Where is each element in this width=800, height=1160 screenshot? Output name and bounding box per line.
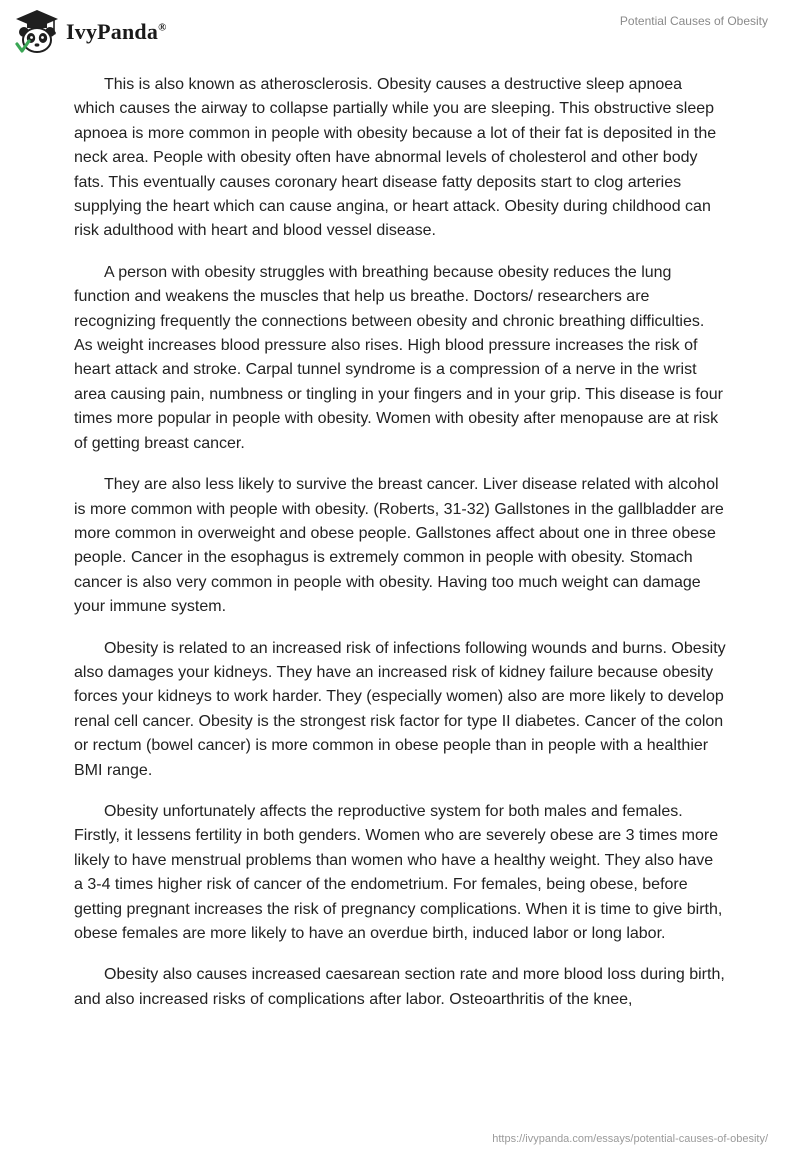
paragraph: Obesity is related to an increased risk of infections following wounds and burns. Obesity also damages your kidneys. They have an increased risk of kidney failure because obesity forces your kidneys to work harder. They (especially women) also are more likely to develop renal cell cancer. Obesity is the strongest risk factor for type II diabetes. Cancer of the colon or rectum (bowel cancer) is more common in obese people than in people with a healthier BMI range. [74, 639, 726, 779]
essay-body [74, 73, 726, 1029]
paragraph: Obesity also causes increased caesarean section rate and more blood loss during birth, and also increased risks of complications after labor. Osteoarthritis of the knee, [74, 966, 725, 1008]
panda-graduation-cap-icon [14, 8, 60, 56]
ivypanda-logo[interactable] [14, 8, 167, 56]
page-header [0, 0, 800, 70]
paragraph: Obesity unfortunately affects the reproductive system for both males and females. Firstly, it lessens fertility in both genders. Women who are severely obese are 3 times more likely to have menstrual problems than women who have a healthy weight. They also have a 3-4 times higher risk of cancer of the endometrium. For females, being obese, before getting pregnant increases the risk of pregnancy complications. When it is time to give birth, obese females are more likely to have an overdue birth, induced labor or long labor. [74, 802, 723, 942]
brand-name: IvyPanda® [66, 19, 167, 44]
registered-mark: ® [158, 21, 167, 34]
paragraph: They are also less likely to survive the breast cancer. Liver disease related with alcohol is more common with people with obesity. (Roberts, 31-32) Gallstones in the gallbladder are more common in overweight and obese people. Gallstones affect about one in three obese people. Cancer in the esophagus is extremely common in people with obesity. Stomach cancer is also very common in people with obesity. Having too much weight can damage your immune system. [74, 476, 724, 616]
document-title: Potential Causes of Obesity [619, 14, 768, 28]
paragraph: A person with obesity struggles with breathing because obesity reduces the lung function and weakens the muscles that help us breathe. Doctors/ researchers are recognizing frequently the connections between obesity and chronic breathing difficulties. As weight increases blood pressure also rises. High blood pressure increases the risk of heart attack and stroke. Carpal tunnel syndrome is a compression of a nerve in the wrist area causing pain, numbness or tingling in your fingers and in your grip. This disease is four times more popular in people with obesity. Women with obesity after menopause are at risk of getting breast cancer. [74, 263, 723, 452]
source-url[interactable]: https://ivypanda.com/essays/potential-causes-of-obesity/ [492, 1133, 768, 1145]
paragraph: This is also known as atherosclerosis. Obesity causes a destructive sleep apnoea which causes the airway to collapse partially while you are sleeping. This obstructive sleep apnoea is more common in people with obesity because a lot of their fat is deposited in the neck area. People with obesity often have abnormal levels of cholesterol and other body fats. This eventually causes coronary heart disease fatty deposits start to clog arteries supplying the heart which can cause angina, or heart attack. Obesity during childhood can risk adulthood with heart and blood vessel disease. [74, 76, 717, 240]
